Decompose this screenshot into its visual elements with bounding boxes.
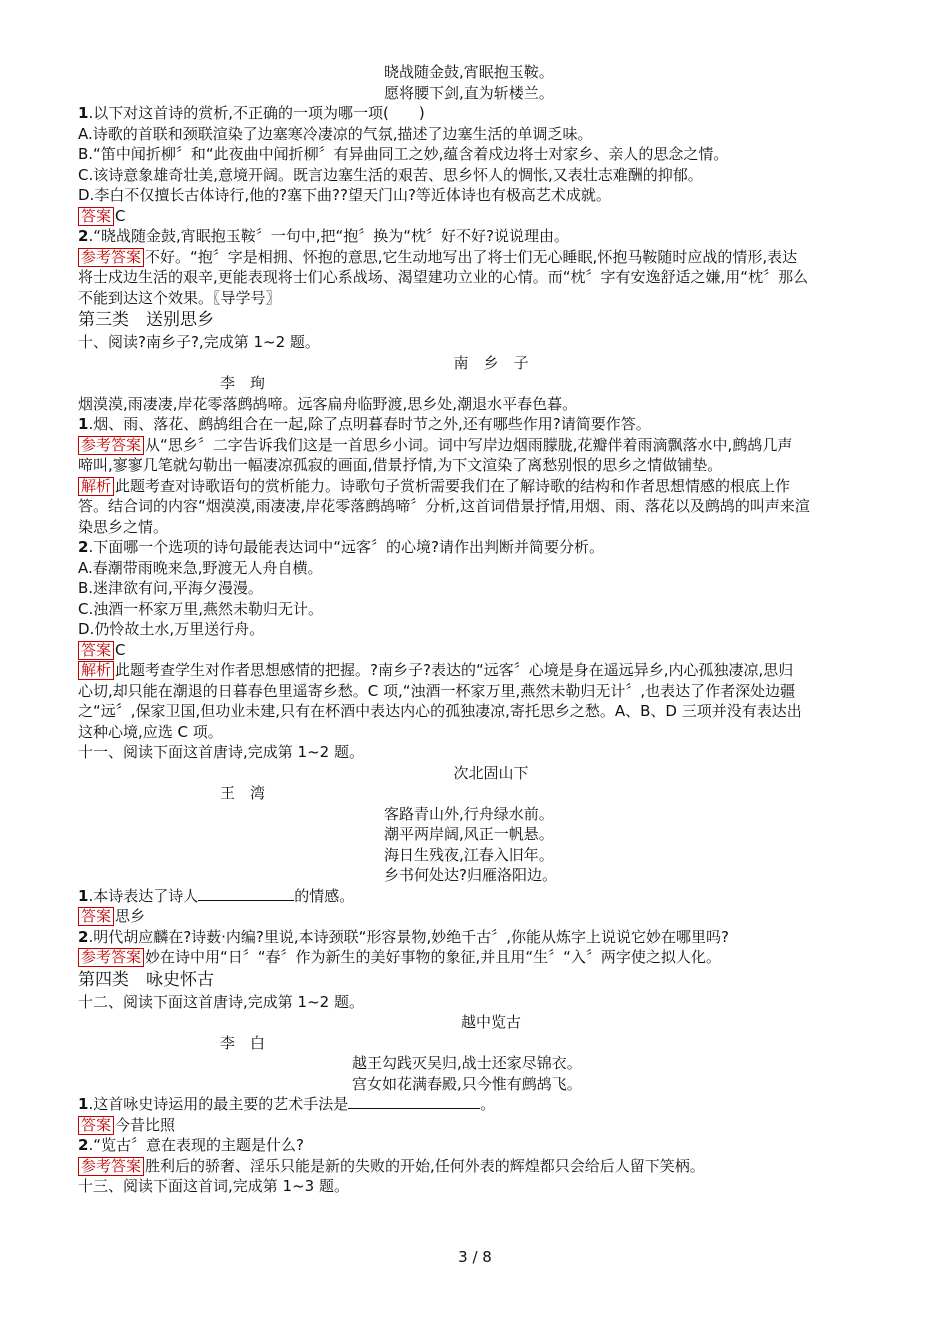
fill-blank[interactable] [198,886,294,901]
analysis-tag: 解析 [78,661,114,680]
poem-line: 宫女如花满春殿,只今惟有鹧鸪飞。 [352,1074,582,1093]
analysis-text: 心切,却只能在潮退的日暮春色里遥寄乡愁。C 项,“浊酒一杯家万里,燕然未勒归无计〞,也表达了作者深处边疆 [78,681,796,700]
answer-text: 思乡 [115,907,146,925]
reference-answer-text: 不好。“抱〞字是相拥、怀抱的意思,它生动地写出了将士们无心睡眠,怀抱马鞍随时应战的情形,表达 [145,247,798,266]
question-number: 1 [78,886,89,905]
question-intro: 十二、阅读下面这首唐诗,完成第 1~2 题。 [78,992,364,1011]
question-stem: .明代胡应麟在?诗薮·内编?里说,本诗颈联“形容景物,妙绝千古〞,你能从炼字上说说它妙在哪里吗? [88,927,729,946]
question-intro: 十、阅读?南乡子?,完成第 1~2 题。 [78,333,320,351]
option-b: B.迷津欲有问,平海夕漫漫。 [78,579,263,597]
reference-answer-tag: 参考答案 [78,948,144,967]
poem-title: 次北固山下 [453,763,529,782]
analysis-text: 这种心境,应选 C 项。 [78,722,223,741]
document-page [78,62,878,1197]
question-stem: .这首咏史诗运用的最主要的艺术手法是 [88,1095,349,1113]
question-stem: .以下对这首诗的赏析,不正确的一项为哪一项( ) [88,104,425,122]
analysis-text: 答。结合词的内容“烟漠漠,雨凄凄,岸花零落鹧鸪啼〞分析,这首词借景抒情,用烟、雨、落花以及鹧鸪的叫声来渲 [78,497,810,515]
poem-title: 南 乡 子 [453,353,529,372]
analysis-text: 之“远〞,保家卫国,但功业未建,只有在杯酒中表达内心的孤独凄凉,寄托思乡之愁。A、B、D 三项并没有表达出 [78,702,802,720]
reference-answer-text: 啼叫,寥寥几笔就勾勒出一幅凄凉孤寂的画面,借景抒情,为下文渲染了离愁别恨的思乡之情做铺垫。 [78,456,723,474]
answer-tag: 答案 [78,907,114,926]
reference-answer-text: 从“思乡〞二字告诉我们这是一首思乡小词。词中写岸边烟雨朦胧,花瓣伴着雨滴飘落水中,鹧鸪几声 [145,435,793,454]
question-intro: 十三、阅读下面这首词,完成第 1~3 题。 [78,1177,349,1195]
poem-line: 潮平两岸阔,风正一帆悬。 [384,825,554,843]
answer-tag: 答案 [78,1116,114,1135]
poem-line: 客路青山外,行舟绿水前。 [384,804,554,823]
poem-author: 李 珣 [220,374,266,392]
reference-answer-text: 胜利后的骄奢、淫乐只能是新的失败的开始,任何外表的辉煌都只会给后人留下笑柄。 [145,1156,705,1175]
reference-answer-text: 不能到达这个效果。〖导学号〗 [78,288,281,307]
answer-tag: 答案 [78,641,114,660]
answer-text: C [115,640,126,659]
question-stem: 的情感。 [294,886,355,905]
question-number: 2 [78,927,89,946]
option-c: C.浊酒一杯家万里,燕然未勒归无计。 [78,599,324,618]
poem-line: 愿将腰下剑,直为斩楼兰。 [384,83,554,102]
section-heading: 第三类 送别思乡 [78,310,214,330]
fill-blank[interactable] [348,1094,480,1109]
page-number: 3 / 8 [458,1248,492,1266]
question-number: 2 [78,538,89,556]
poem-title: 越中览古 [460,1013,521,1031]
question-number: 2 [78,1136,89,1154]
question-stem: .“晓战随金鼓,宵眠抱玉鞍〞一句中,把“抱〞换为“枕〞好不好?说说理由。 [88,227,570,245]
section-heading: 第四类 咏史怀古 [78,969,214,990]
analysis-text: 此题考查学生对作者思想感情的把握。?南乡子?表达的“远客〞心境是身在遥远异乡,内心孤独凄凉,思归 [115,661,794,679]
reference-answer-text: 将士戍边生活的艰辛,更能表现将士们心系战场、渴望建功立业的心情。而“枕〞字有安逸舒适之嫌,用“枕〞那么 [78,268,809,286]
option-b: B.“笛中闻折柳〞和“此夜曲中闻折柳〞有异曲同工之妙,蕴含着戍边将士对家乡、亲人的思念之情。 [78,145,729,163]
reference-answer-tag: 参考答案 [78,1157,144,1176]
poem-author: 李 白 [220,1033,266,1052]
question-stem: .“览古〞意在表现的主题是什么? [88,1136,304,1154]
question-number: 1 [78,415,89,433]
poem-line: 越王勾践灭吴归,战士还家尽锦衣。 [352,1054,582,1072]
question-number: 1 [78,1095,89,1113]
option-d: D.李白不仅擅长古体诗行,他的?塞下曲??望天门山?等近体诗也有极高艺术成就。 [78,186,611,204]
question-stem: 。 [480,1095,496,1113]
analysis-text: 染思乡之情。 [78,517,169,536]
reference-answer-tag: 参考答案 [78,248,144,267]
question-stem: .本诗表达了诗人 [88,886,199,905]
option-a: A.春潮带雨晚来急,野渡无人舟自横。 [78,558,323,577]
poem-line: 晓战随金鼓,宵眠抱玉鞍。 [384,63,554,81]
option-c: C.该诗意象雄奇壮美,意境开阔。既言边塞生活的艰苦、思乡怀人的惆怅,又表壮志难酬的抑郁。 [78,165,703,184]
poem-line: 海日生残夜,江春入旧年。 [384,845,554,864]
reference-answer-text: 妙在诗中用“日〞“春〞作为新生的美好事物的象征,并且用“生〞“入〞两字使之拟人化。 [145,948,721,966]
question-stem: .下面哪一个选项的诗句最能表达词中“远客〞的心境?请作出判断并简要分析。 [88,538,604,556]
poem-line: 乡书何处达?归雁洛阳边。 [384,866,557,884]
poem-text: 烟漠漠,雨凄凄,岸花零落鹧鸪啼。远客扁舟临野渡,思乡处,潮退水平春色暮。 [78,394,578,413]
question-number: 2 [78,227,89,245]
question-intro: 十一、阅读下面这首唐诗,完成第 1~2 题。 [78,743,364,761]
answer-text: 今昔比照 [115,1115,176,1134]
answer-text: C [115,206,126,225]
analysis-text: 此题考查对诗歌语句的赏析能力。诗歌句子赏析需要我们在了解诗歌的结构和作者思想情感的根底上作 [115,476,791,495]
option-d: D.仍怜故土水,万里送行舟。 [78,620,265,638]
answer-tag: 答案 [78,207,114,226]
question-stem: .烟、雨、落花、鹧鸪组合在一起,除了点明暮春时节之外,还有哪些作用?请简要作答。 [88,415,651,433]
reference-answer-tag: 参考答案 [78,436,144,455]
option-a: A.诗歌的首联和颈联渲染了边塞寒冷凄凉的气氛,描述了边塞生活的单调乏味。 [78,124,593,143]
question-number: 1 [78,104,89,122]
analysis-tag: 解析 [78,477,114,496]
poem-author: 王 湾 [220,784,266,802]
